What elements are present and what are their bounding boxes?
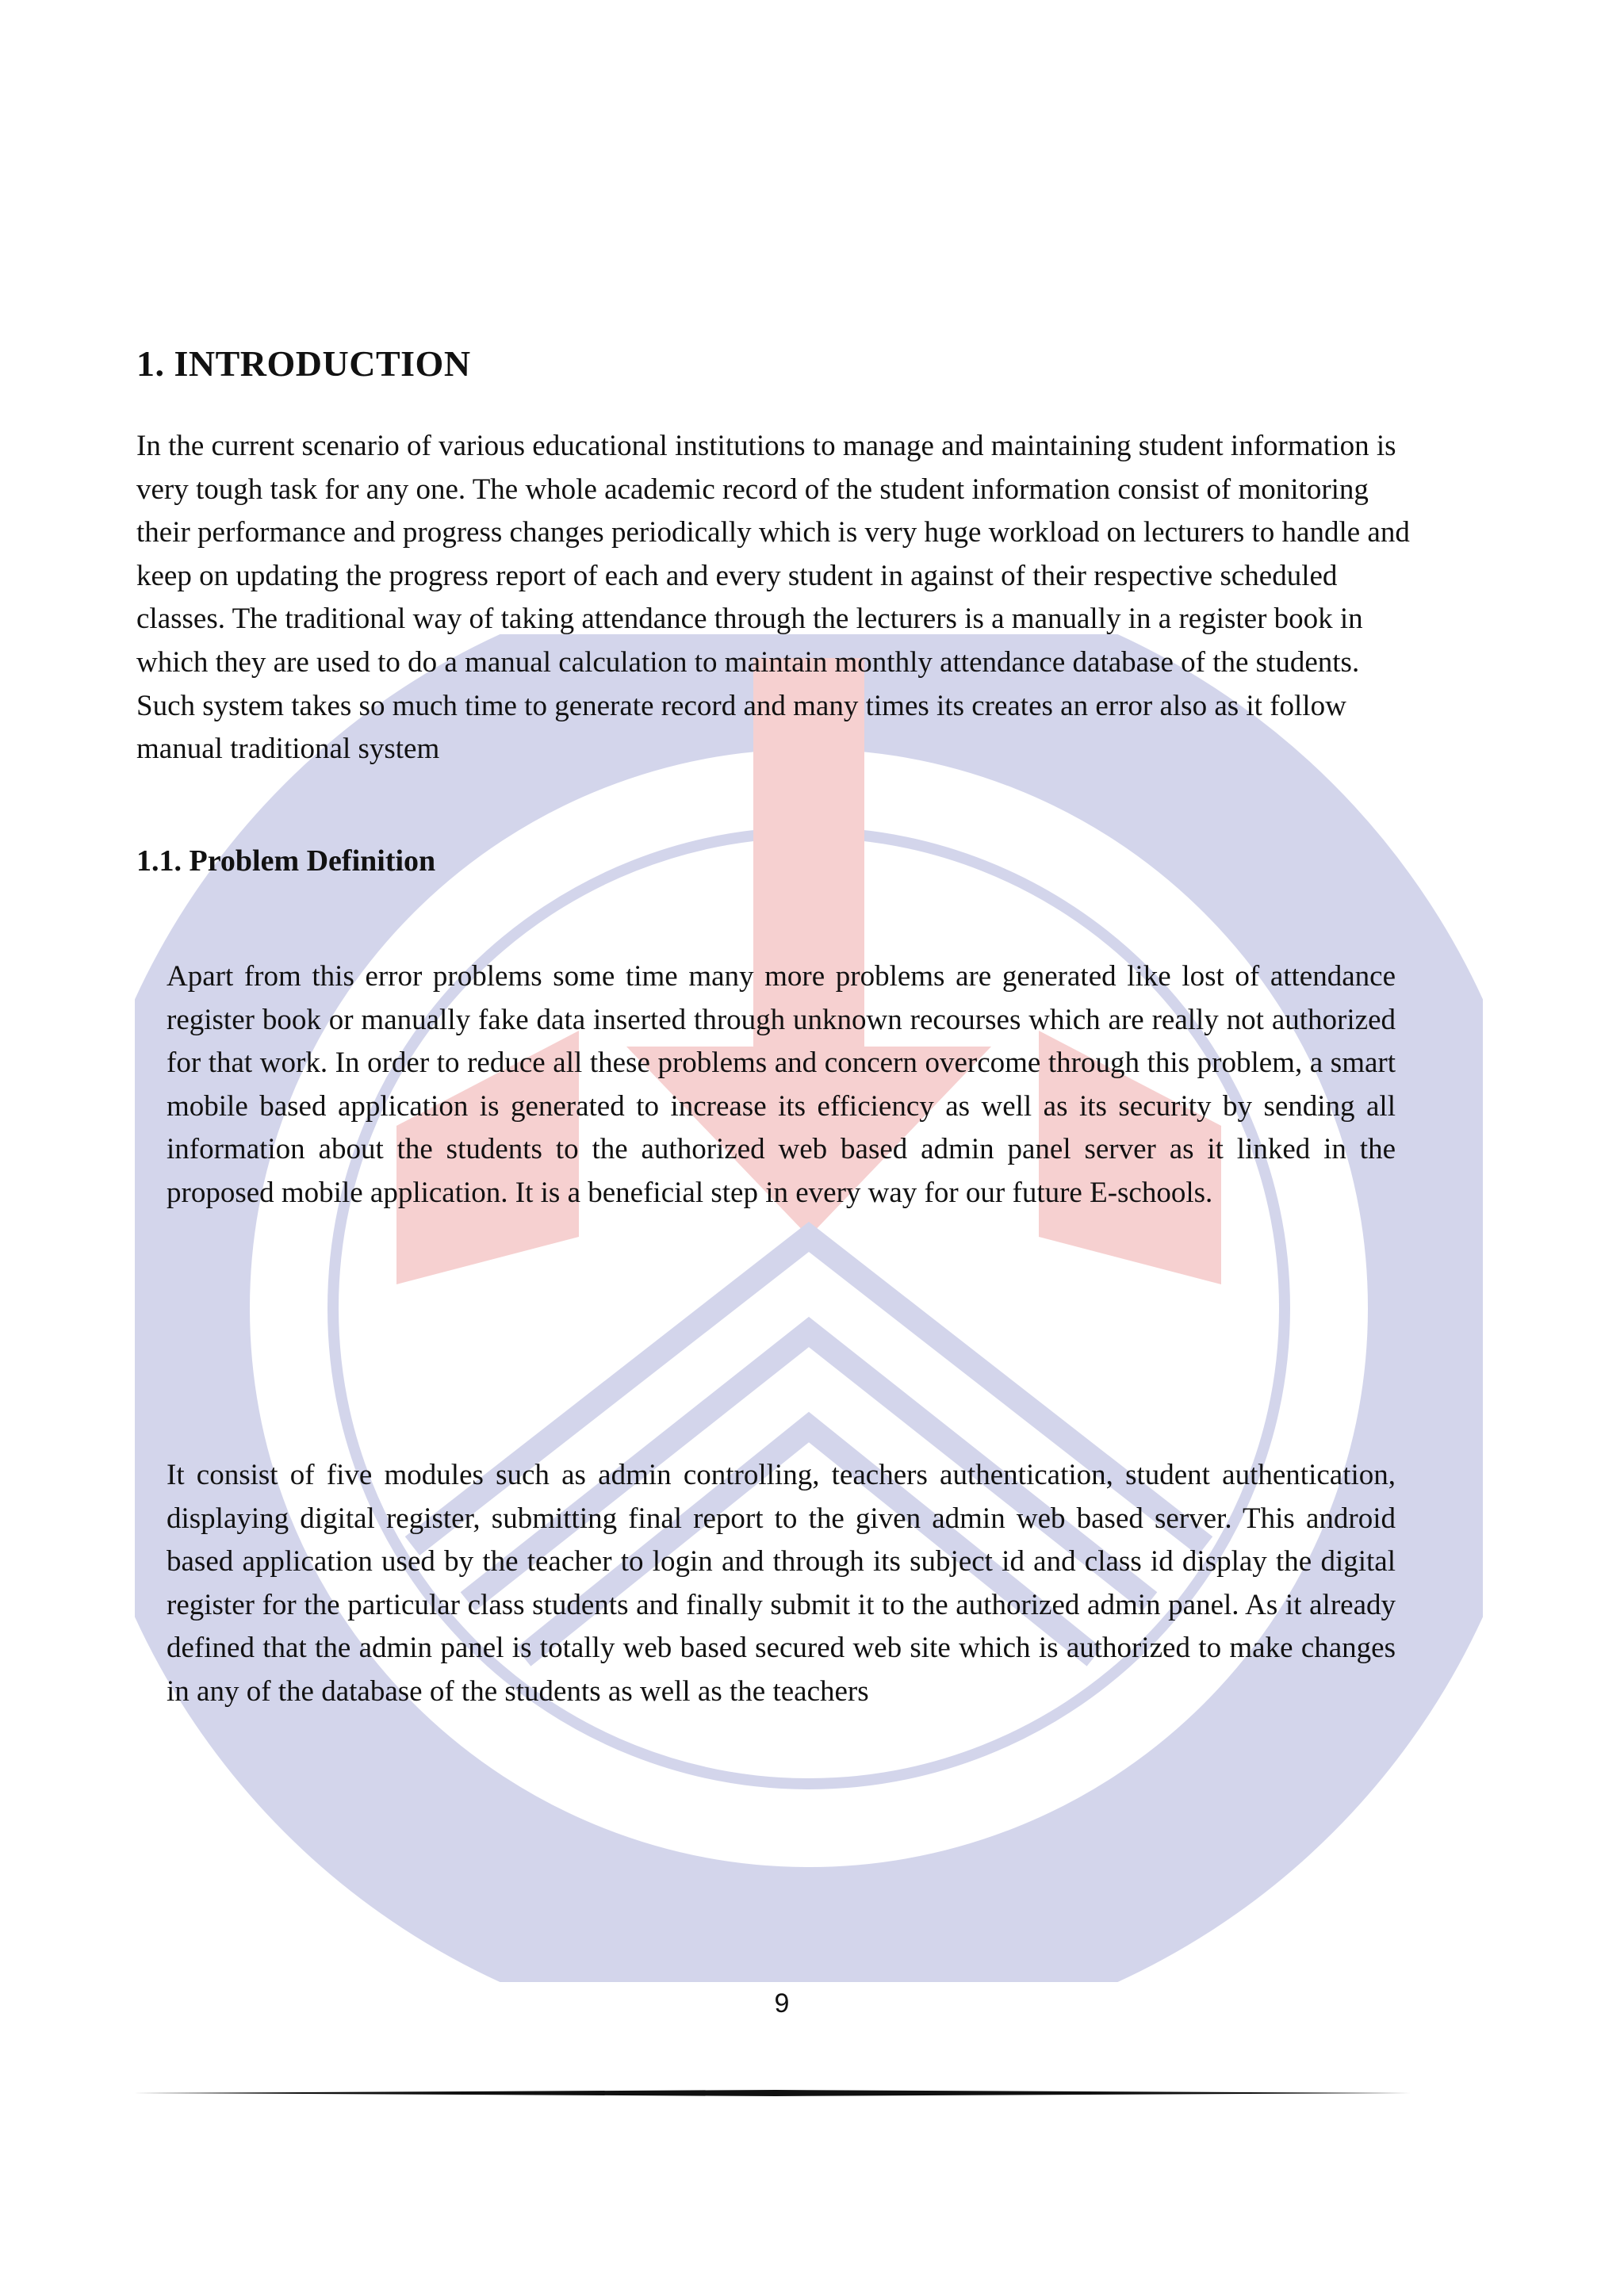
footer-divider bbox=[133, 2090, 1418, 2096]
problem-paragraph: Apart from this error problems some time many more problems are generated like lost of attendance register book or manually fake data inserted through unknown recourses which are really not authorized for that work. In order to reduce all these problems and concern overcome through this problem, a smart mobile based application is generated to increase its efficiency as well as its security by sending all information about the students to the authorized web based admin panel server as it linked in the proposed mobile application. It is a beneficial step in every way for our future E-schools. bbox=[167, 960, 1396, 1209]
page-title: 1. INTRODUCTION bbox=[136, 343, 471, 384]
modules-paragraph: It consist of five modules such as admin controlling, teachers authentication, student authentication, displaying digital register, submitting final report to the given admin web based server. This android based application used by the teacher to login and through its subject id and class id display the digital register for the particular class students and finally submit it to the authorized admin panel. As it already defined that the admin panel is totally web based secured web site which is authorized to make changes in any of the database of the students as well as the teachers bbox=[167, 1459, 1396, 1708]
section-heading: 1.1. Problem Definition bbox=[136, 844, 436, 878]
page-number: 9 bbox=[774, 1988, 790, 2019]
college-seal-icon bbox=[135, 634, 1483, 1982]
intro-paragraph: In the current scenario of various educational institutions to manage and maintaining student information is very tough task for any one. The whole academic record of the student information consist of monitoring their performance and progress changes periodically which is very huge workload on lecturers to handle and keep on updating the progress report of each and every student in against of their respective scheduled classes. The traditional way of taking attendance through the lecturers is a manually in a register book in which they are used to do a manual calculation to maintain monthly attendance database of the students. Such system takes so much time to generate record and many times its creates an error also as it follow manual traditional system bbox=[136, 430, 1410, 766]
